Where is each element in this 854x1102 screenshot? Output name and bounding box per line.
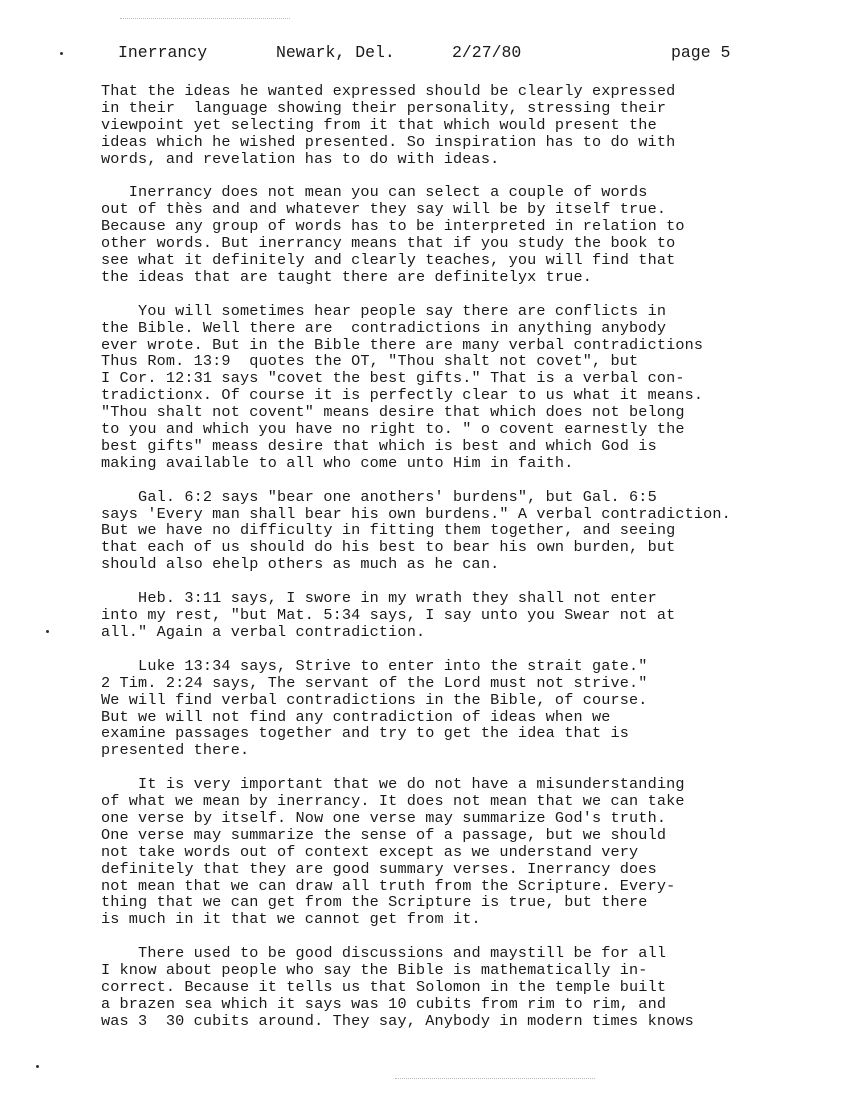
text-line: of what we mean by inerrancy. It does not mean that we can take	[101, 792, 685, 811]
text-line: You will sometimes hear people say there are conflicts in	[101, 301, 667, 320]
paragraph	[101, 83, 841, 167]
text-line: Heb. 3:11 says, I swore in my wrath they shall not enter	[101, 589, 657, 608]
text-line: best gifts" meass desire that which is best and which God is	[101, 436, 657, 455]
scan-speck	[60, 52, 63, 55]
text-line: But we will not find any contradiction of ideas when we	[101, 707, 611, 726]
text-line: see what it definitely and clearly teaches, you will find that	[101, 251, 676, 270]
text-line: There used to be good discussions and maystill be for all	[101, 944, 667, 963]
text-line: is much in it that we cannot get from it.	[101, 910, 481, 929]
text-line: examine passages together and try to get the idea that is	[101, 724, 630, 743]
header-title: Inerrancy	[118, 43, 208, 62]
text-line: 2 Tim. 2:24 says, The servant of the Lord must not strive."	[101, 673, 648, 692]
paragraph	[101, 184, 841, 285]
text-line: Luke 13:34 says, Strive to enter into the strait gate."	[101, 656, 648, 675]
text-line: in their language showing their personality, stressing their	[101, 98, 667, 117]
text-line: "Thou shalt not covent" means desire that which does not belong	[101, 403, 685, 422]
text-line: ideas which he wished presented. So inspiration has to do with	[101, 132, 676, 151]
text-line: But we have no difficulty in fitting them together, and seeing	[101, 521, 676, 540]
text-line: Thus Rom. 13:9 quotes the OT, "Thou shalt not covet", but	[101, 352, 639, 371]
paragraph	[101, 658, 841, 759]
paragraph	[101, 590, 841, 641]
text-line: ever wrote. But in the Bible there are many verbal contradictions	[101, 335, 704, 354]
text-line: should also ehelp others as much as he can.	[101, 555, 500, 574]
text-line: that each of us should do his best to bear his own burden, but	[101, 538, 676, 557]
text-line: We will find verbal contradictions in the Bible, of course.	[101, 690, 648, 709]
text-line: Inerrancy does not mean you can select a couple of words	[101, 183, 648, 202]
text-line: not mean that we can draw all truth from the Scripture. Every-	[101, 876, 676, 895]
text-line: I know about people who say the Bible is mathematically in-	[101, 961, 648, 980]
text-line: one verse by itself. Now one verse may summarize God's truth.	[101, 808, 667, 827]
text-line: Because any group of words has to be interpreted in relation to	[101, 217, 685, 236]
text-line: was 3 30 cubits around. They say, Anybody in modern times knows	[101, 1011, 694, 1030]
paragraph	[101, 489, 841, 573]
text-line: the ideas that are taught there are definitelyx true.	[101, 267, 592, 286]
text-line: It is very important that we do not have a misunderstanding	[101, 775, 685, 794]
paragraph	[101, 303, 841, 472]
text-line: That the ideas he wanted expressed should be clearly expressed	[101, 82, 676, 100]
text-line: not take words out of context except as we understand very	[101, 842, 639, 861]
text-line: other words. But inerrancy means that if you study the book to	[101, 234, 676, 253]
header-date: 2/27/80	[452, 43, 522, 62]
text-line: out of thès and and whatever they say will be by itself true.	[101, 200, 667, 219]
paragraph	[101, 945, 841, 1029]
document-body	[101, 83, 841, 1047]
text-line: to you and which you have no right to. " o covent earnestly the	[101, 420, 685, 439]
text-line: I Cor. 12:31 says "covet the best gifts." That is a verbal con-	[101, 369, 685, 388]
page-header	[0, 40, 854, 68]
text-line: tradictionx. Of course it is perfectly clear to us what it means.	[101, 386, 704, 405]
text-line: presented there.	[101, 741, 250, 760]
header-place: Newark, Del.	[276, 43, 395, 62]
scan-speck	[46, 630, 49, 633]
scan-speck	[120, 18, 290, 22]
text-line: One verse may summarize the sense of a passage, but we should	[101, 825, 667, 844]
text-line: definitely that they are good summary verses. Inerrancy does	[101, 859, 657, 878]
text-line: making available to all who come unto Him in faith.	[101, 453, 574, 472]
text-line: thing that we can get from the Scripture is true, but there	[101, 893, 648, 912]
scan-speck	[395, 1078, 595, 1082]
header-page-number: page 5	[671, 43, 731, 62]
text-line: says 'Every man shall bear his own burdens." A verbal contradiction.	[101, 504, 731, 523]
paragraph	[101, 776, 841, 928]
text-line: the Bible. Well there are contradictions in anything anybody	[101, 318, 667, 337]
text-line: words, and revelation has to do with ideas.	[101, 149, 500, 168]
text-line: viewpoint yet selecting from it that which would present the	[101, 115, 657, 134]
text-line: Gal. 6:2 says "bear one anothers' burdens", but Gal. 6:5	[101, 487, 657, 506]
text-line: a brazen sea which it says was 10 cubits from rim to rim, and	[101, 994, 667, 1013]
text-line: into my rest, "but Mat. 5:34 says, I say unto you Swear not at	[101, 606, 676, 625]
scan-speck	[36, 1065, 39, 1068]
text-line: all." Again a verbal contradiction.	[101, 622, 426, 641]
text-line: correct. Because it tells us that Solomon in the temple built	[101, 977, 667, 996]
